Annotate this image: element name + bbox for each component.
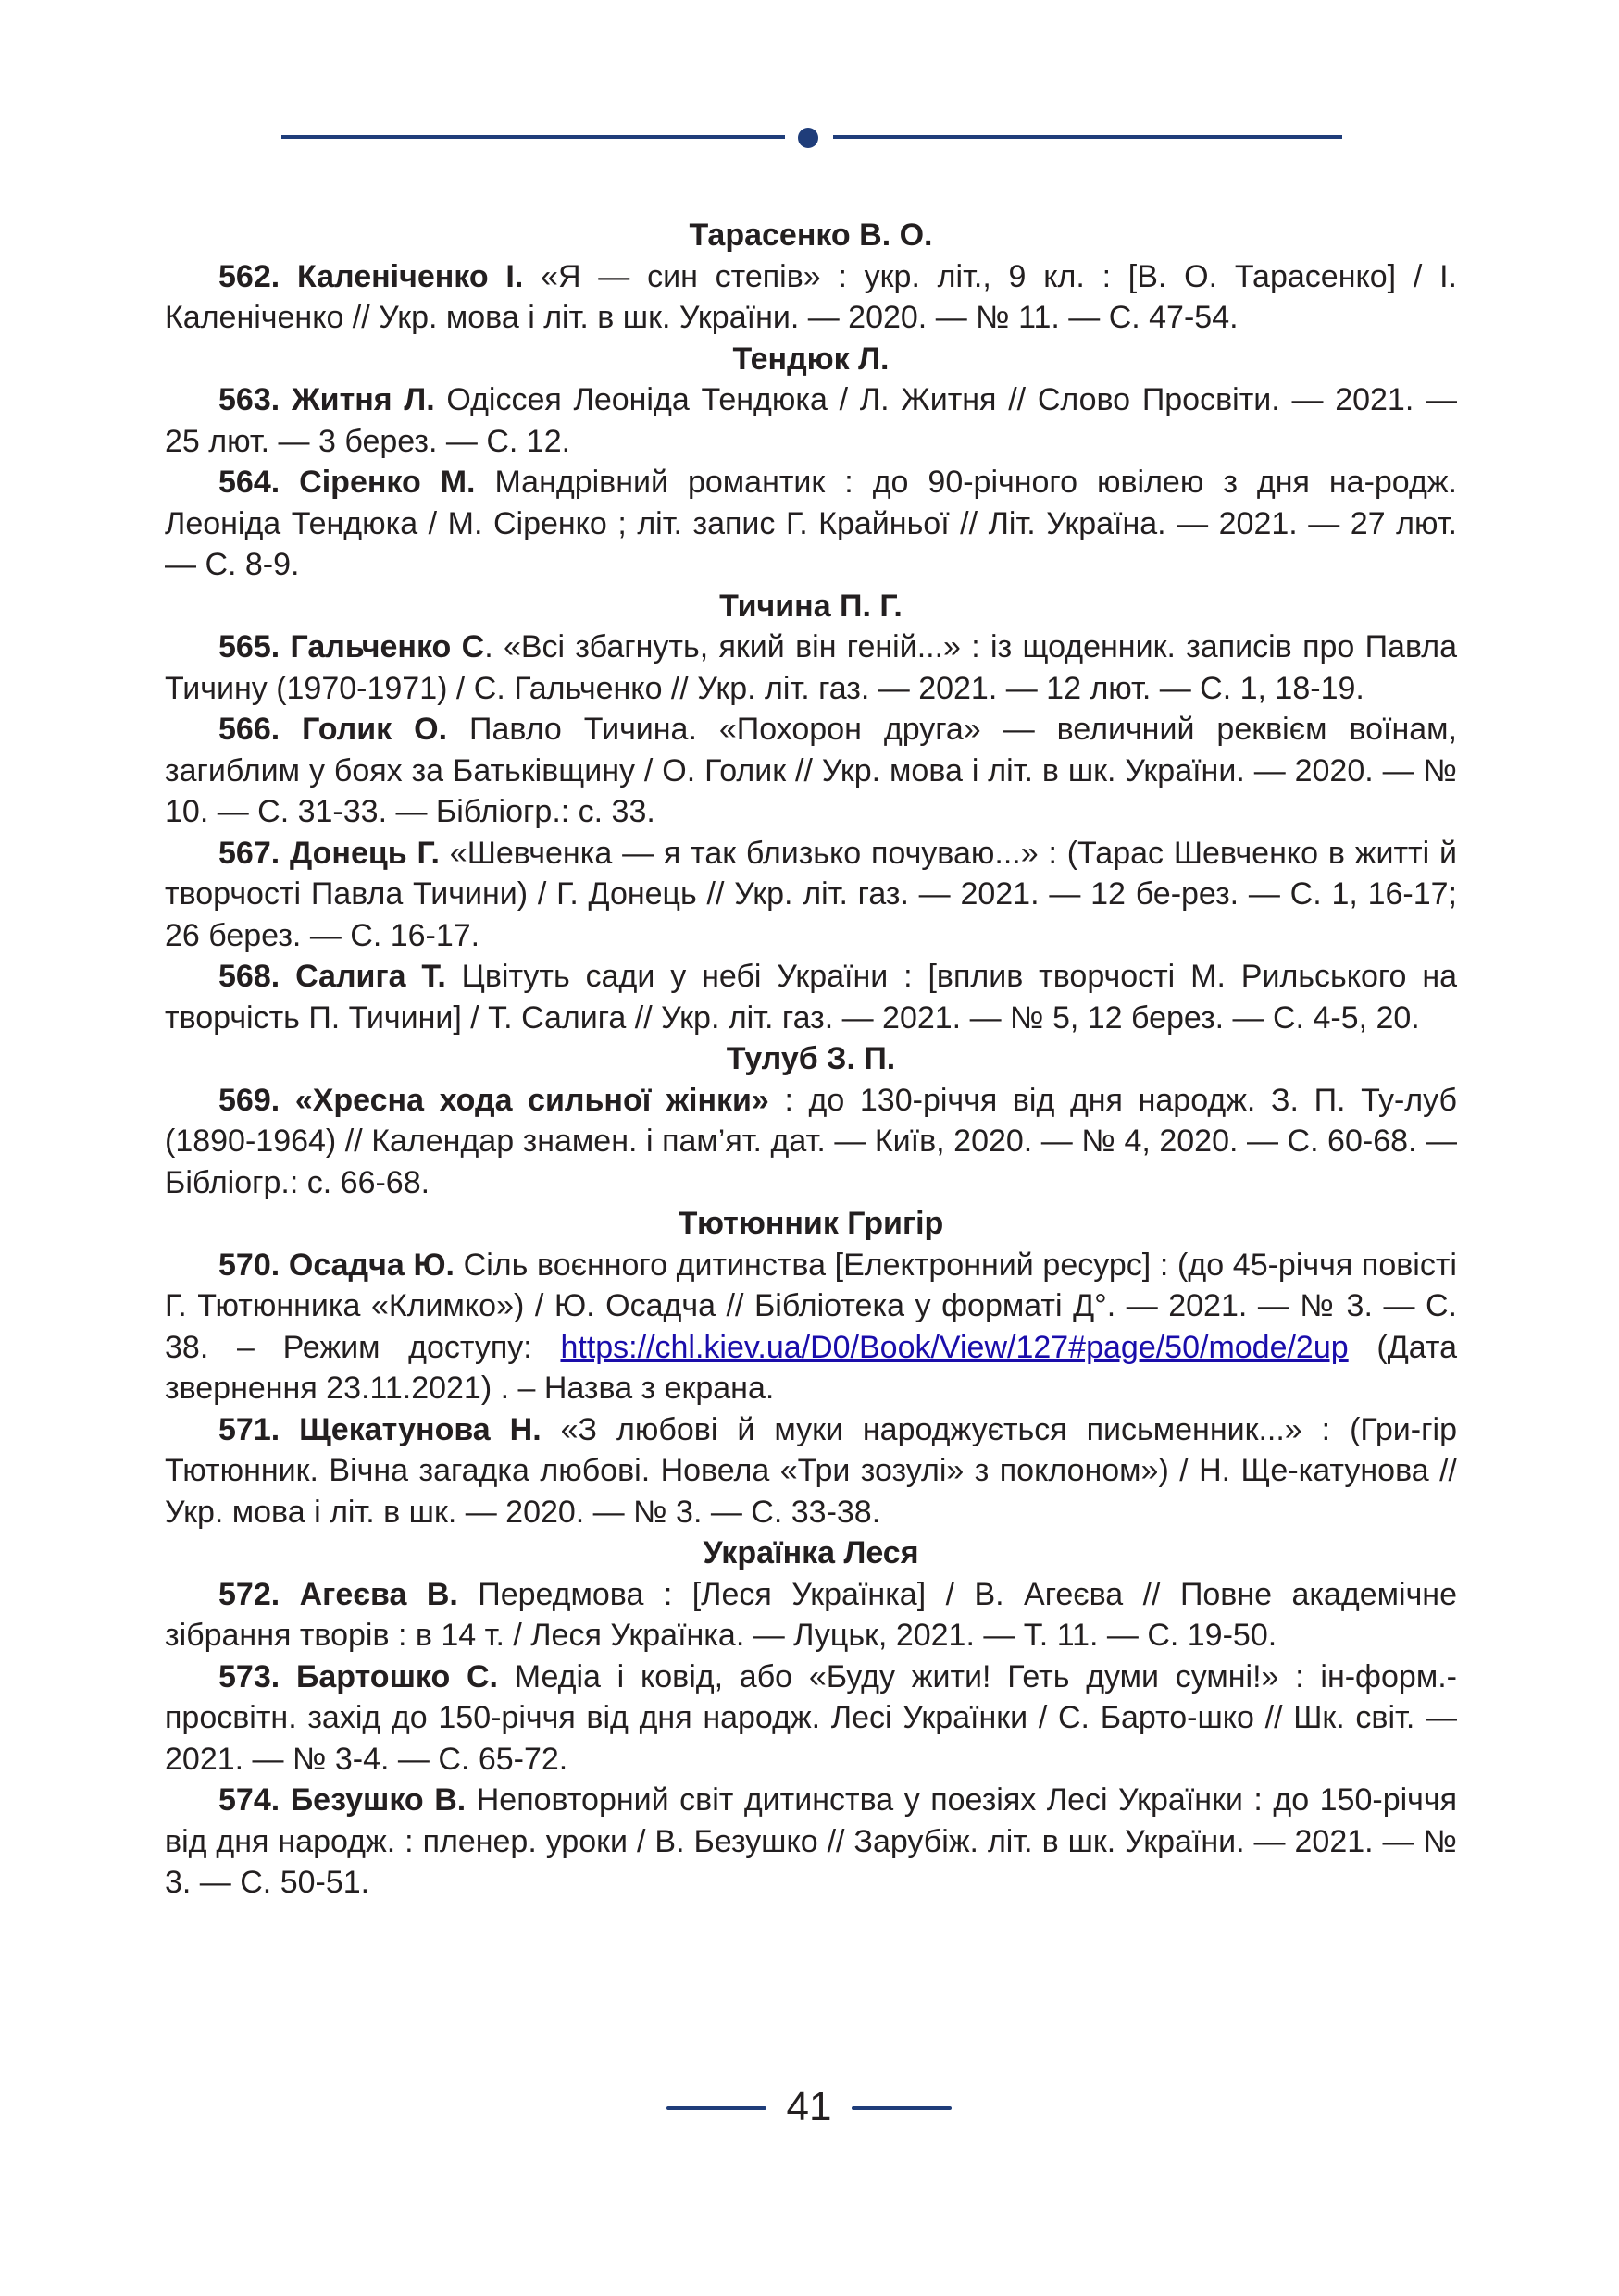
bibliography-entry [165, 1409, 1457, 1533]
entry-author: Сіренко М. [299, 465, 476, 500]
ornament-line-right [833, 135, 1342, 139]
bibliography-entry [165, 627, 1457, 709]
entry-author: «Хресна хода сильної жінки» [294, 1082, 769, 1118]
entry-number: 564. [218, 465, 280, 500]
entry-author: Салига Т. [295, 959, 446, 994]
entry-text: Медіа і ковід, або «Буду жити! Геть думи сумні!» : ін-форм.-просвітн. захід до 150-річчя від дня народж. Лесі Українки / С. Барто-шко // Шк. світ. — 2021. — № 3-4. — С. 65-72. [165, 1658, 1457, 1777]
entry-text: «З любові й муки народжується письменник...» : (Гри-гір Тютюнник. Вічна загадка любові. Новела «Три зозулі» з поклоном») / Н. Ще-катунова // Укр. мова і літ. в шк. — 2020. — № 3. — С. 33-38. [165, 1411, 1457, 1530]
top-ornament [281, 128, 1342, 146]
bibliography-entry [165, 1574, 1457, 1657]
entry-number: 573. [218, 1658, 280, 1694]
entry-author: Каленіченко І. [296, 258, 524, 294]
section-heading: Тарасенко В. О. [689, 217, 933, 253]
section-heading: Тичина П. Г. [719, 588, 903, 624]
entry-number: 562. [218, 258, 280, 294]
entry-number: 569. [218, 1082, 280, 1118]
entry-number: 571. [218, 1411, 280, 1447]
bibliography-entry [165, 462, 1457, 586]
bibliography-content [165, 215, 1457, 1904]
entry-number: 563. [218, 382, 280, 417]
entry-author: Донець Г. [290, 835, 440, 871]
entry-text: Павло Тичина. «Похорон друга» — величний реквієм воїнам, загиблим у боях за Батьківщину / О. Голик // Укр. мова і літ. в шк. України. — 2020. — № 10. — С. 31-33. — Бібліогр.: с. 33. [165, 712, 1457, 829]
entry-text: Сіль воєнного дитинства [Електронний ресурс] : (до 45-річчя повісті Г. Тютюнника «Климко») / Ю. Осадча // Бібліотека у форматі Д°. — 2021. — № 3. — С. 38. – Режим доступу: [165, 1247, 1457, 1365]
bibliography-entry [165, 1657, 1457, 1781]
entry-link[interactable]: https://chl.kiev.ua/D0/Book/View/127#page/50/mode/2up [560, 1329, 1349, 1365]
entry-text: : до 130-річчя від дня народж. З. П. Ту-луб (1890-1964) // Календар знамен. і пам’ят. дат. — Київ, 2020. — № 4, 2020. — С. 60-68. — Бібліогр.: с. 66-68. [165, 1082, 1457, 1200]
bibliography-entry [165, 1080, 1457, 1204]
entry-author: Голик О. [302, 712, 448, 747]
section-heading: Тютюнник Григір [678, 1206, 944, 1241]
entry-author: Щекатунова Н. [299, 1411, 542, 1447]
entry-number: 567. [218, 835, 280, 871]
ornament-line-left [281, 135, 785, 139]
bibliography-entry [165, 1780, 1457, 1904]
entry-text: Передмова : [Леся Українка] / В. Агеєва // Повне академічне зібрання творів : в 14 т. / Леся Українка. — Луцьк, 2021. — Т. 11. — С. 19-50. [165, 1576, 1457, 1653]
entry-number: 572. [218, 1576, 280, 1612]
section-heading: Тендюк Л. [732, 341, 890, 377]
entry-text: Одіссея Леоніда Тендюка / Л. Житня // Слово Просвіти. — 2021. — 25 лют. — 3 берез. — С. 12. [165, 382, 1458, 459]
entry-number: 565. [218, 629, 280, 664]
entry-author: Житня Л. [291, 382, 435, 417]
bibliography-entry [165, 256, 1457, 339]
entry-text: Мандрівний романтик : до 90-річного ювілею з дня на-родж. Леоніда Тендюка / М. Сіренко ; літ. запис Г. Крайньої // Літ. Україна. — 2021. — 27 лют. — С. 8-9. [165, 465, 1458, 582]
ornament-dot [798, 128, 818, 148]
entry-text: Цвітуть сади у небі України : [вплив творчості М. Рильського на творчість П. Тичини] / Т. Салига // Укр. літ. газ. — 2021. — № 5, 12 берез. — С. 4-5, 20. [165, 959, 1458, 1036]
bibliography-entry [165, 833, 1457, 957]
bibliography-entry [165, 379, 1457, 462]
entry-number: 570. [218, 1247, 280, 1283]
entry-author: Гальченко С [290, 629, 485, 664]
entry-number: 574. [218, 1782, 280, 1818]
section-heading: Українка Леся [703, 1535, 919, 1570]
entry-number: 566. [218, 712, 280, 747]
entry-author: Бартошко С. [295, 1658, 498, 1694]
entry-text: «Я — син степів» : укр. літ., 9 кл. : [В. О. Тарасенко] / І. Каленіченко // Укр. мова і літ. в шк. України. — 2020. — № 11. — С. 47-54. [165, 258, 1457, 335]
entry-text-after: (Дата звернення 23.11.2021) . – Назва з екрана. [165, 1329, 1458, 1406]
page-number: 41 [786, 2084, 832, 2129]
bibliography-entry [165, 709, 1457, 833]
entry-text: «Шевченка — я так близько почуваю...» : (Тарас Шевченко в житті й творчості Павла Тичини) / Г. Донець // Укр. літ. газ. — 2021. — 12 бе-рез. — С. 1, 16-17; 26 берез. — С. 16-17. [165, 835, 1457, 953]
entry-text: . «Всі збагнуть, який він геній...» : із щоденник. записів про Павла Тичину (1970-1971) / С. Гальченко // Укр. літ. газ. — 2021. — 12 лют. — С. 1, 18-19. [165, 629, 1457, 706]
bibliography-entry [165, 956, 1457, 1038]
entry-author: Безушко В. [290, 1782, 467, 1818]
footer-line-left [666, 2106, 766, 2110]
entry-number: 568. [218, 959, 280, 994]
page-footer [666, 2084, 953, 2130]
bibliography-entry [165, 1245, 1457, 1409]
footer-line-right [852, 2106, 952, 2110]
entry-text: Неповторний світ дитинства у поезіях Лесі Українки : до 150-річчя від дня народж. : пленер. уроки / В. Безушко // Зарубіж. літ. в шк. України. — 2021. — № 3. — С. 50-51. [165, 1782, 1458, 1900]
section-heading: Тулуб З. П. [726, 1041, 896, 1076]
entry-author: Агеєва В. [299, 1576, 458, 1612]
entry-author: Осадча Ю. [288, 1247, 455, 1283]
